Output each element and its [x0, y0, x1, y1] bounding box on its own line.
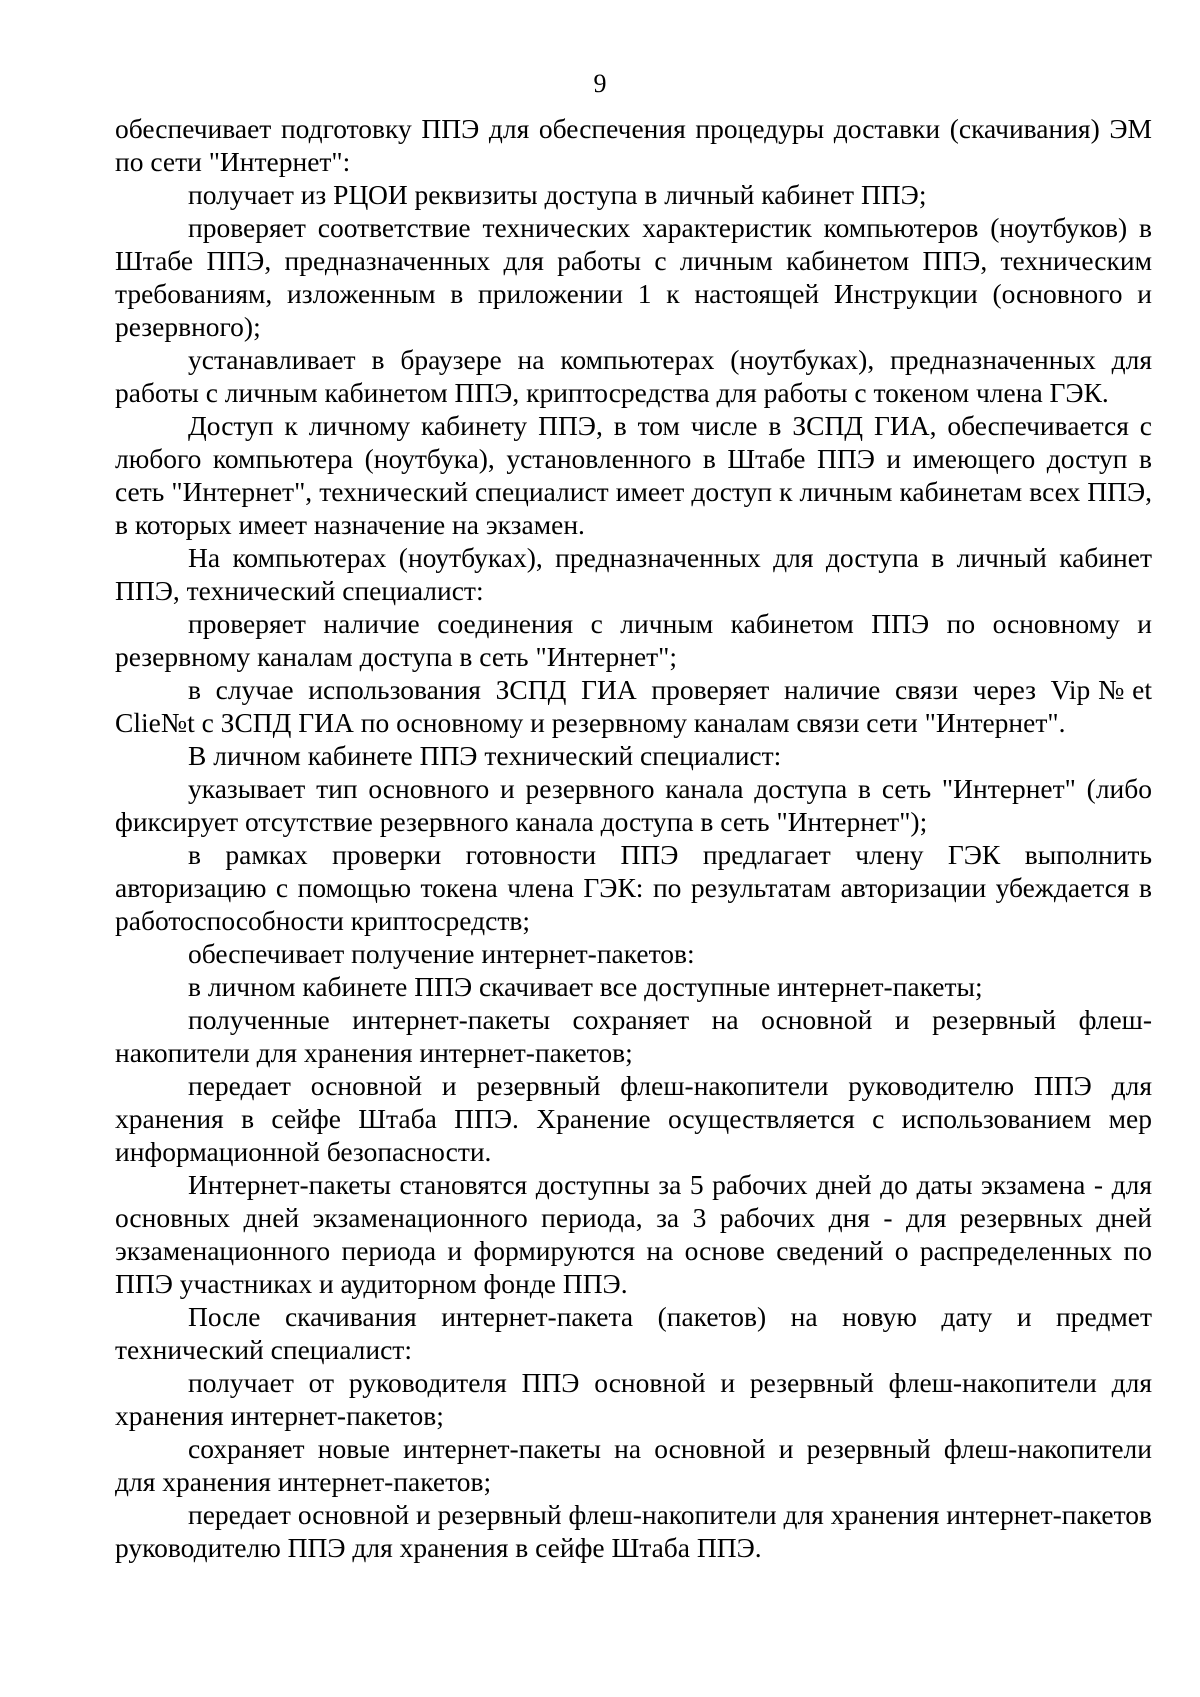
- paragraph: Доступ к личному кабинету ППЭ, в том числе в ЗСПД ГИА, обеспечивается с любого компьютера (ноутбука), установленного в Штабе ППЭ и имеющего доступ в сеть "Интернет", технический специалист имеет доступ к личным кабинетам всех ППЭ, в которых имеет назначение на экзамен.: [115, 410, 1152, 540]
- page-number: 9: [593, 69, 607, 98]
- paragraph: Интернет-пакеты становятся доступны за 5 рабочих дней до даты экзамена - для основных дней экзаменационного периода, за 3 рабочих дня - для резервных дней экзаменационного периода и формируются на основе сведений о распределенных по ППЭ участниках и аудиторном фонде ППЭ.: [115, 1169, 1152, 1299]
- paragraph: проверяет наличие соединения с личным кабинетом ППЭ по основному и резервному каналам доступа в сеть "Интернет";: [115, 608, 1152, 672]
- paragraph: обеспечивает подготовку ППЭ для обеспечения процедуры доставки (скачивания) ЭМ по сети "Интернет":: [115, 113, 1152, 177]
- paragraph: в рамках проверки готовности ППЭ предлагает члену ГЭК выполнить авторизацию с помощью токена члена ГЭК: по результатам авторизации убеждается в работоспособности криптосредств;: [115, 839, 1152, 936]
- paragraph: передает основной и резервный флеш-накопители руководителю ППЭ для хранения в сейфе Штаба ППЭ. Хранение осуществляется с использованием мер информационной безопасности.: [115, 1070, 1152, 1167]
- paragraph: проверяет соответствие технических характеристик компьютеров (ноутбуков) в Штабе ППЭ, предназначенных для работы с личным кабинетом ППЭ, техническим требованиям, изложенным в приложении 1 к настоящей Инструкции (основного и резервного);: [115, 212, 1152, 342]
- paragraph: сохраняет новые интернет-пакеты на основной и резервный флеш-накопители для хранения интернет-пакетов;: [115, 1433, 1152, 1497]
- document-body: [115, 112, 1152, 1564]
- paragraph: полученные интернет-пакеты сохраняет на основной и резервный флеш-накопители для хранения интернет-пакетов;: [115, 1004, 1152, 1068]
- paragraph: получает из РЦОИ реквизиты доступа в личный кабинет ППЭ;: [188, 179, 927, 210]
- paragraph: После скачивания интернет-пакета (пакетов) на новую дату и предмет технический специалист:: [115, 1301, 1152, 1365]
- paragraph: в личном кабинете ППЭ скачивает все доступные интернет-пакеты;: [188, 971, 983, 1002]
- paragraph: устанавливает в браузере на компьютерах (ноутбуках), предназначенных для работы с личным кабинетом ППЭ, криптосредства для работы с токеном члена ГЭК.: [115, 344, 1152, 408]
- paragraph: На компьютерах (ноутбуках), предназначенных для доступа в личный кабинет ППЭ, технический специалист:: [115, 542, 1152, 606]
- paragraph: указывает тип основного и резервного канала доступа в сеть "Интернет" (либо фиксирует отсутствие резервного канала доступа в сеть "Интернет");: [115, 773, 1152, 837]
- paragraph: передает основной и резервный флеш-накопители для хранения интернет-пакетов руководителю ППЭ для хранения в сейфе Штаба ППЭ.: [115, 1499, 1152, 1563]
- paragraph: В личном кабинете ППЭ технический специалист:: [188, 740, 782, 771]
- paragraph: обеспечивает получение интернет-пакетов:: [188, 938, 695, 969]
- paragraph: в случае использования ЗСПД ГИА проверяет наличие связи через Vip№et Clie№t с ЗСПД ГИА по основному и резервному каналам связи сети "Интернет".: [115, 674, 1152, 738]
- paragraph: получает от руководителя ППЭ основной и резервный флеш-накопители для хранения интернет-пакетов;: [115, 1367, 1152, 1431]
